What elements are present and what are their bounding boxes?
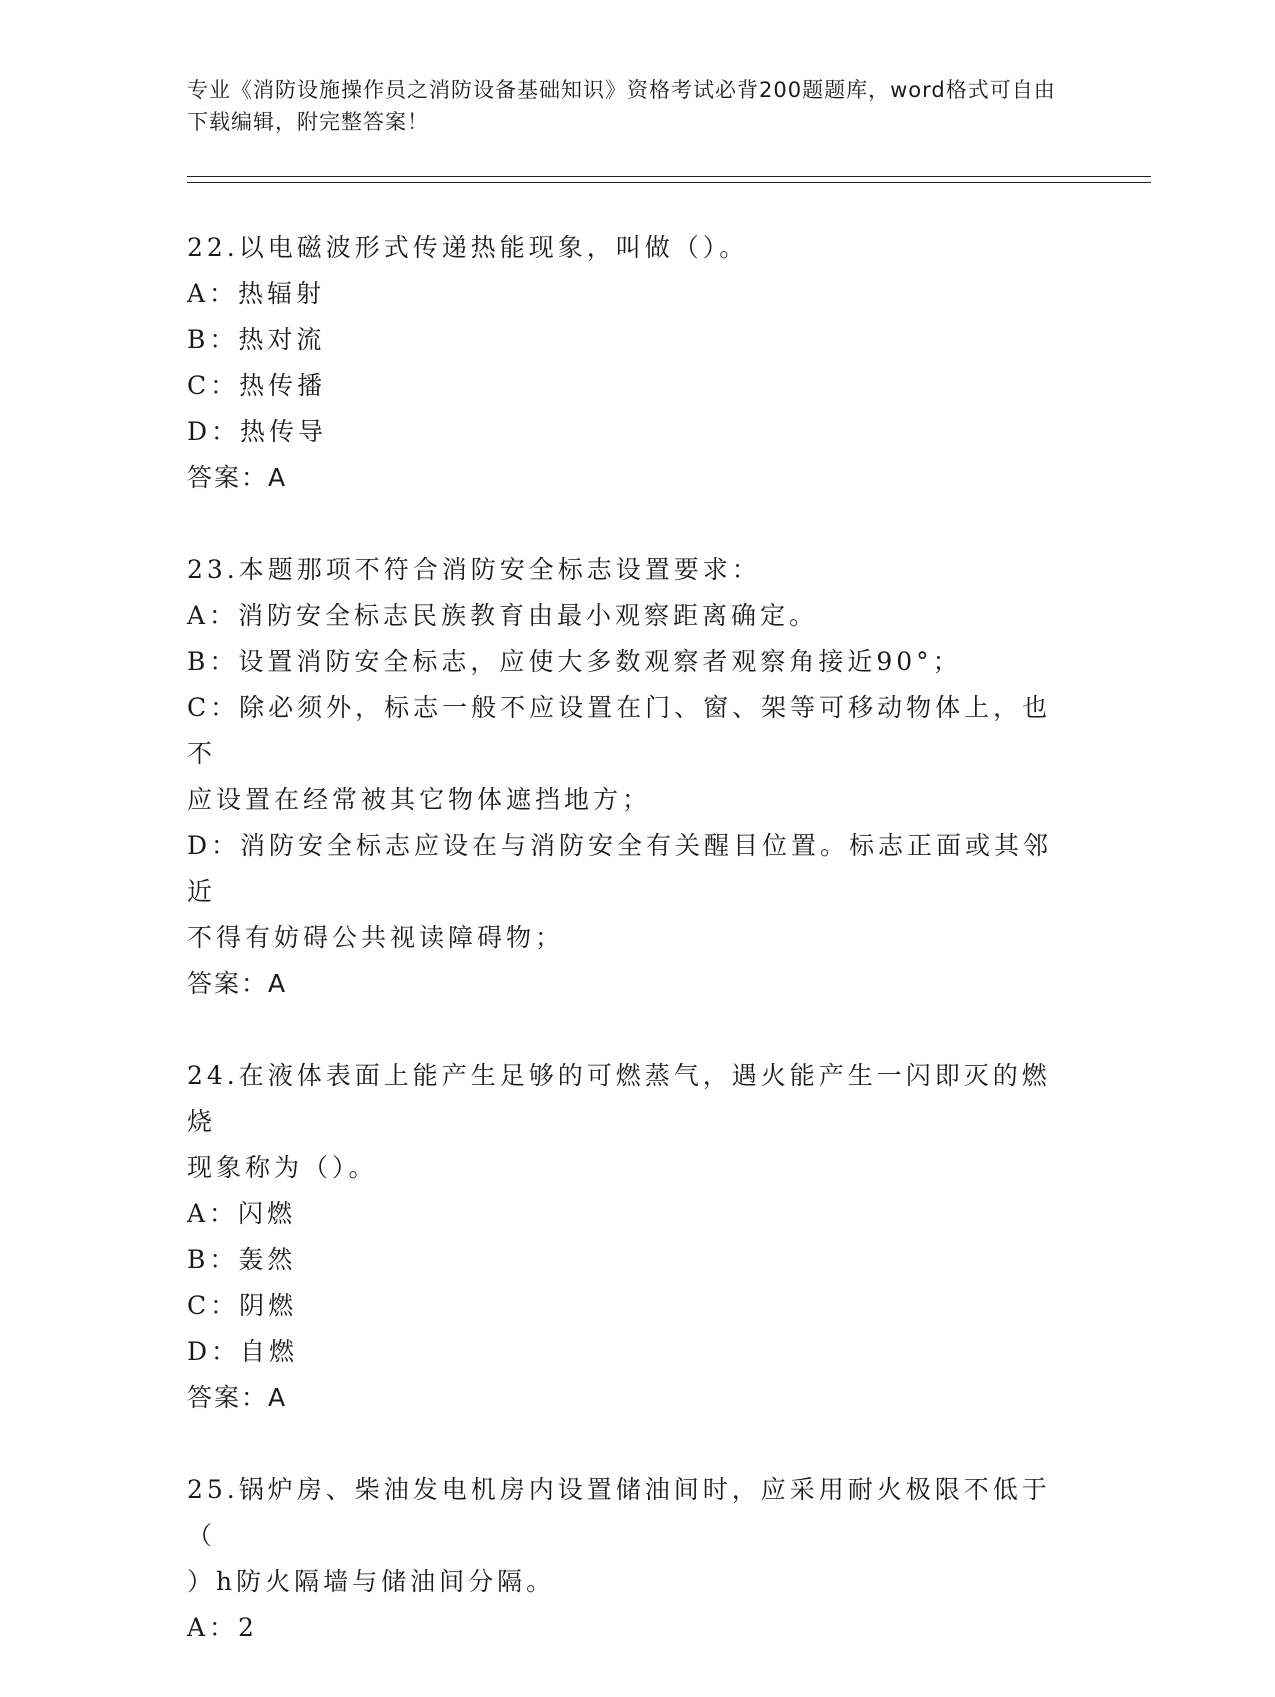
option-c: C：阴燃 — [187, 1291, 298, 1320]
answer-line: 答案：A — [187, 463, 288, 492]
option-d: D：热传导 — [187, 417, 328, 446]
question-text: 22.以电磁波形式传递热能现象，叫做（）。 — [187, 233, 749, 262]
option-a: A：热辐射 — [187, 279, 326, 308]
option-a: A：消防安全标志民族教育由最小观察距离确定。 — [187, 601, 819, 630]
header-divider-bottom — [187, 182, 1151, 183]
question-item — [187, 1467, 1077, 1651]
answer-line: 答案：A — [187, 1383, 288, 1412]
option-d-continued: 不得有妨碍公共视读障碍物； — [187, 923, 565, 952]
option-d: D：消防安全标志应设在与消防安全有关醒目位置。标志正面或其邻近 — [187, 831, 1053, 906]
question-text: 23.本题那项不符合消防安全标志设置要求： — [187, 555, 761, 584]
question-text-continued: 现象称为（）。 — [187, 1153, 378, 1182]
option-d: D：自燃 — [187, 1337, 299, 1366]
question-item — [187, 547, 1077, 1007]
answer-line: 答案：A — [187, 969, 288, 998]
option-c: C：除必须外，标志一般不应设置在门、窗、架等可移动物体上，也不 — [187, 693, 1052, 768]
option-c-continued: 应设置在经常被其它物体遮挡地方； — [187, 785, 652, 814]
header-divider-top — [187, 176, 1151, 177]
question-list — [187, 225, 1077, 1697]
question-text-continued: ）h防火隔墙与储油间分隔。 — [187, 1567, 556, 1596]
option-b: B：热对流 — [187, 325, 326, 354]
option-a: A：2 — [187, 1613, 258, 1642]
document-header: 专业《消防设施操作员之消防设备基础知识》资格考试必背200题题库，word格式可自由下载编辑，附完整答案！ — [187, 78, 1056, 134]
option-c: C：热传播 — [187, 371, 327, 400]
option-a: A：闪燃 — [187, 1199, 297, 1228]
question-text: 24.在液体表面上能产生足够的可燃蒸气，遇火能产生一闪即灭的燃烧 — [187, 1061, 1051, 1136]
option-b: B：设置消防安全标志，应使大多数观察者观察角接近90°； — [187, 647, 962, 676]
question-text: 25.锅炉房、柴油发电机房内设置储油间时，应采用耐火极限不低于（ — [187, 1475, 1051, 1550]
question-item — [187, 225, 1077, 501]
question-item — [187, 1053, 1077, 1421]
option-b: B：轰然 — [187, 1245, 297, 1274]
